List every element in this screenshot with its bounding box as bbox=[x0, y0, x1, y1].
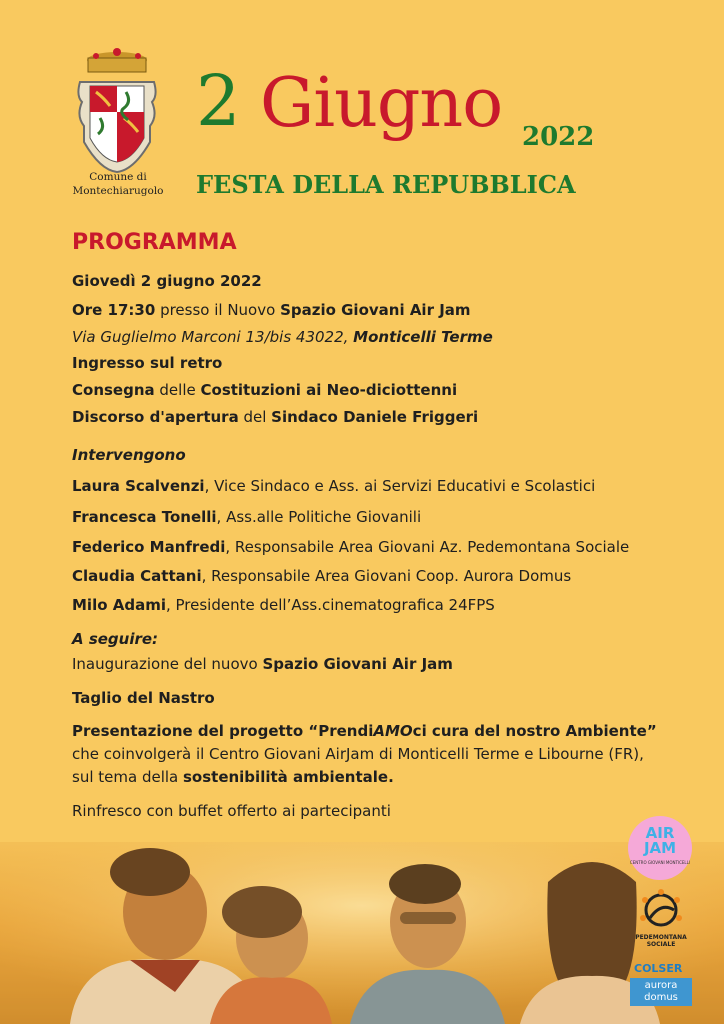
consegna-bold: Consegna bbox=[72, 381, 155, 399]
rinfresco-line: Rinfresco con buffet offerto ai partecipanti bbox=[72, 802, 391, 820]
presentazione-line bbox=[72, 722, 657, 741]
aurora-domus-label bbox=[630, 978, 692, 1006]
airjam-logo-text bbox=[628, 826, 692, 856]
pres-part-c: ci cura del nostro Ambiente” bbox=[412, 722, 657, 740]
aurora-line-2: domus bbox=[644, 992, 678, 1003]
speaker-row bbox=[72, 567, 571, 586]
discorso-bold-2: Sindaco Daniele Friggeri bbox=[271, 408, 479, 426]
discorso-rest: del bbox=[238, 408, 272, 426]
seguire-heading: A seguire: bbox=[72, 630, 159, 648]
tema-line bbox=[72, 768, 394, 787]
address-town: Monticelli Terme bbox=[353, 328, 493, 346]
speaker-role: , Vice Sindaco e Ass. ai Servizi Educativi e Scolastici bbox=[204, 477, 596, 495]
pedemontana-line-1: PEDEMONTANA bbox=[635, 934, 687, 941]
address-italic: Via Guglielmo Marconi 13/bis 43022, bbox=[72, 328, 354, 346]
pedemontana-mark-icon bbox=[632, 888, 690, 932]
consegna-rest: delle bbox=[154, 381, 201, 399]
event-month: Giugno bbox=[260, 64, 503, 143]
tema-bold: sostenibilità ambientale. bbox=[182, 768, 394, 786]
pres-part-b: AMO bbox=[373, 722, 413, 740]
tema-rest: sul tema della bbox=[72, 768, 183, 786]
speaker-name: Laura Scalvenzi bbox=[72, 477, 205, 495]
comune-line-2: Montechiarugolo bbox=[72, 185, 164, 197]
speaker-role: , Ass.alle Politiche Giovanili bbox=[216, 508, 422, 526]
inaugurazione-line bbox=[72, 655, 453, 674]
event-title: FESTA DELLA REPUBBLICA bbox=[196, 170, 576, 199]
taglio-line: Taglio del Nastro bbox=[72, 689, 215, 707]
airjam-logo bbox=[628, 816, 692, 880]
speaker-name: Claudia Cattani bbox=[72, 567, 202, 585]
program-consegna bbox=[72, 381, 457, 400]
speaker-role: , Responsabile Area Giovani Coop. Aurora Domus bbox=[201, 567, 572, 585]
speaker-row bbox=[72, 596, 495, 615]
time-rest: presso il Nuovo bbox=[155, 301, 281, 319]
pedemontana-logo bbox=[632, 888, 690, 954]
programma-heading: PROGRAMMA bbox=[72, 230, 237, 255]
pedemontana-line-2: SOCIALE bbox=[646, 941, 676, 948]
people-photo bbox=[0, 839, 724, 1024]
airjam-logo-sub: CENTRO GIOVANI MONTICELLI bbox=[629, 860, 691, 865]
pres-part-a: Presentazione del progetto “Prendi bbox=[72, 722, 374, 740]
colser-label: COLSER bbox=[634, 962, 683, 975]
speaker-role: , Responsabile Area Giovani Az. Pedemontana Sociale bbox=[225, 538, 630, 556]
comune-line-1: Comune di bbox=[89, 171, 147, 183]
municipal-crest-icon bbox=[74, 46, 160, 176]
discorso-bold: Discorso d'apertura bbox=[72, 408, 239, 426]
time-bold: Ore 17:30 bbox=[72, 301, 156, 319]
program-date: Giovedì 2 giugno 2022 bbox=[72, 272, 262, 290]
program-discorso bbox=[72, 408, 478, 427]
event-year: 2022 bbox=[522, 122, 595, 152]
comune-label bbox=[60, 170, 176, 198]
airjam-logo-line-1: AIR bbox=[645, 824, 675, 842]
inaug-bold: Spazio Giovani Air Jam bbox=[262, 655, 453, 673]
speaker-row bbox=[72, 508, 421, 527]
program-address bbox=[72, 328, 493, 347]
program-entrance: Ingresso sul retro bbox=[72, 354, 223, 372]
program-time bbox=[72, 301, 471, 320]
event-day: 2 bbox=[196, 60, 241, 142]
intervengono-heading: Intervengono bbox=[72, 446, 186, 464]
speaker-role: , Presidente dell’Ass.cinematografica 24FPS bbox=[165, 596, 495, 614]
coinvolgera-line: che coinvolgerà il Centro Giovani AirJam di Monticelli Terme e Libourne (FR), bbox=[72, 745, 644, 763]
speaker-row bbox=[72, 538, 629, 557]
speaker-name: Francesca Tonelli bbox=[72, 508, 217, 526]
pedemontana-text bbox=[632, 934, 690, 948]
colser-aurora-logo bbox=[630, 962, 692, 1006]
inaug-rest: Inaugurazione del nuovo bbox=[72, 655, 263, 673]
people-photo-illustration bbox=[0, 839, 724, 1024]
speaker-name: Milo Adami bbox=[72, 596, 166, 614]
venue-bold: Spazio Giovani Air Jam bbox=[280, 301, 471, 319]
speaker-row bbox=[72, 477, 595, 496]
aurora-line-1: aurora bbox=[644, 980, 678, 991]
airjam-logo-line-2: JAM bbox=[643, 839, 677, 857]
consegna-bold-2: Costituzioni ai Neo-diciottenni bbox=[200, 381, 458, 399]
speaker-name: Federico Manfredi bbox=[72, 538, 226, 556]
